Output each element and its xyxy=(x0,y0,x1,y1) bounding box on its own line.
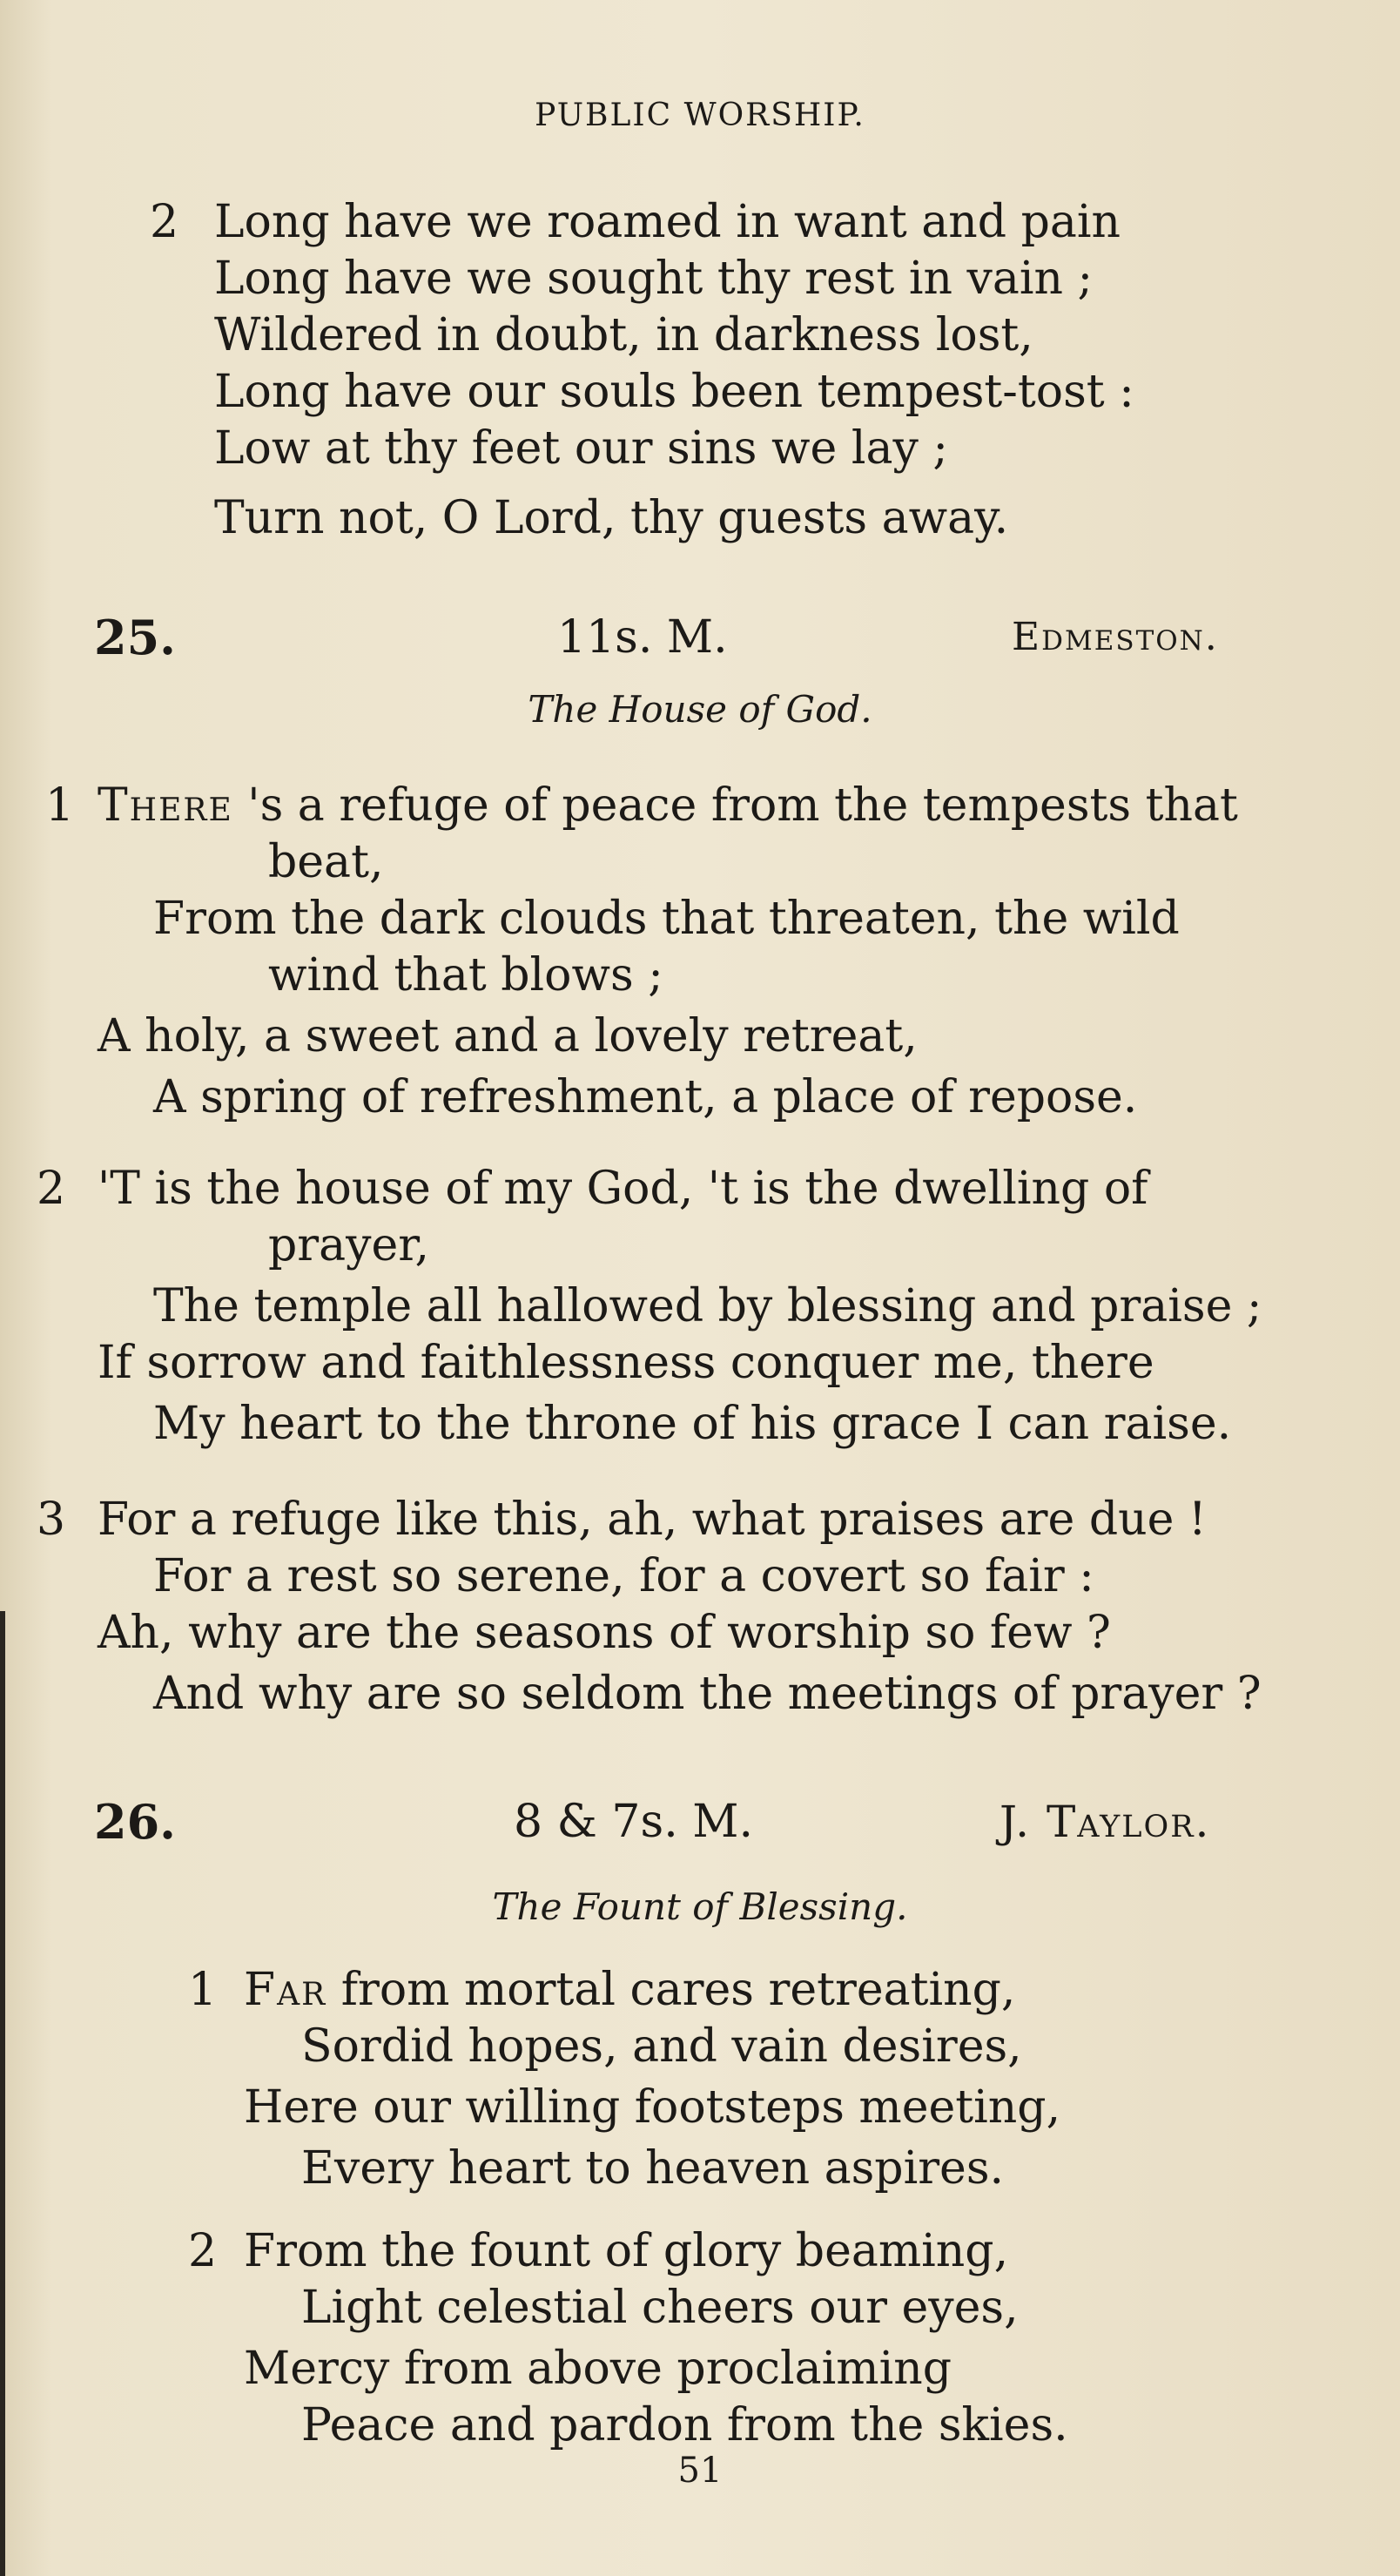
verse-line: Every heart to heaven aspires. xyxy=(301,2142,1005,2195)
hymn-author: J. Taylor. xyxy=(1000,1797,1211,1847)
hymn-number: 25. xyxy=(94,610,176,665)
stanza-number: 2 xyxy=(188,2225,218,2277)
verse-line xyxy=(98,779,1238,832)
verse-line-rest: 's a refuge of peace from the tempests that xyxy=(232,779,1238,832)
verse-line: Long have we roamed in want and pain xyxy=(214,196,1121,248)
verse-line: Ah, why are the seasons of worship so few ? xyxy=(98,1607,1111,1659)
verse-line: Sordid hopes, and vain desires, xyxy=(301,2020,1022,2073)
stanza-number: 1 xyxy=(188,1964,218,2016)
hymn-subtitle: The House of God. xyxy=(528,688,872,731)
running-header: PUBLIC WORSHIP. xyxy=(535,98,865,133)
stanza-number: 1 xyxy=(45,779,75,832)
verse-line: Mercy from above proclaiming xyxy=(244,2343,952,2395)
verse-line xyxy=(244,1964,1015,2016)
verse-line: For a rest so serene, for a covert so fair : xyxy=(153,1550,1094,1602)
hymn-number: 26. xyxy=(94,1794,176,1850)
verse-line: If sorrow and faithlessness conquer me, there xyxy=(98,1337,1154,1389)
verse-line: From the fount of glory beaming, xyxy=(244,2225,1009,2277)
verse-line: Peace and pardon from the skies. xyxy=(301,2399,1068,2451)
stanza-number: 3 xyxy=(37,1494,66,1546)
page-number: 51 xyxy=(677,2451,723,2491)
verse-line: Light celestial cheers our eyes, xyxy=(301,2282,1019,2334)
verse-line: A spring of refreshment, a place of repose. xyxy=(153,1071,1138,1123)
verse-line: Long have our souls been tempest-tost : xyxy=(214,366,1134,418)
verse-line: From the dark clouds that threaten, the wild xyxy=(153,893,1180,945)
verse-line: 'T is the house of my God, 't is the dwelling of xyxy=(98,1163,1148,1215)
verse-line: beat, xyxy=(268,836,384,888)
verse-line: Here our willing footsteps meeting, xyxy=(244,2081,1061,2134)
hymn-meter: 11s. M. xyxy=(557,611,728,664)
verse-line: Wildered in doubt, in darkness lost, xyxy=(214,309,1033,361)
verse-line: Long have we sought thy rest in vain ; xyxy=(214,253,1094,305)
verse-line: The temple all hallowed by blessing and praise ; xyxy=(153,1280,1262,1332)
hymn-tune: Edmeston. xyxy=(1012,615,1219,659)
first-word: Far xyxy=(244,1964,327,2016)
hymn-meter: 8 & 7s. M. xyxy=(514,1796,754,1848)
hymn-subtitle: The Fount of Blessing. xyxy=(492,1885,908,1928)
verse-line: A holy, a sweet and a lovely retreat, xyxy=(98,1010,918,1062)
stanza-number: 2 xyxy=(150,196,179,248)
binding-edge xyxy=(0,1611,5,2576)
verse-line: Turn not, O Lord, thy guests away. xyxy=(214,492,1009,544)
verse-line: For a refuge like this, ah, what praises are due ! xyxy=(98,1494,1207,1546)
stanza-number: 2 xyxy=(37,1163,66,1215)
verse-line: Low at thy feet our sins we lay ; xyxy=(214,422,948,475)
verse-line: prayer, xyxy=(268,1219,429,1271)
verse-line: And why are so seldom the meetings of prayer ? xyxy=(153,1668,1262,1720)
verse-line-rest: from mortal cares retreating, xyxy=(326,1964,1016,2016)
first-word: There xyxy=(98,779,233,832)
verse-line: My heart to the throne of his grace I can raise. xyxy=(153,1398,1232,1450)
verse-line: wind that blows ; xyxy=(268,949,663,1001)
